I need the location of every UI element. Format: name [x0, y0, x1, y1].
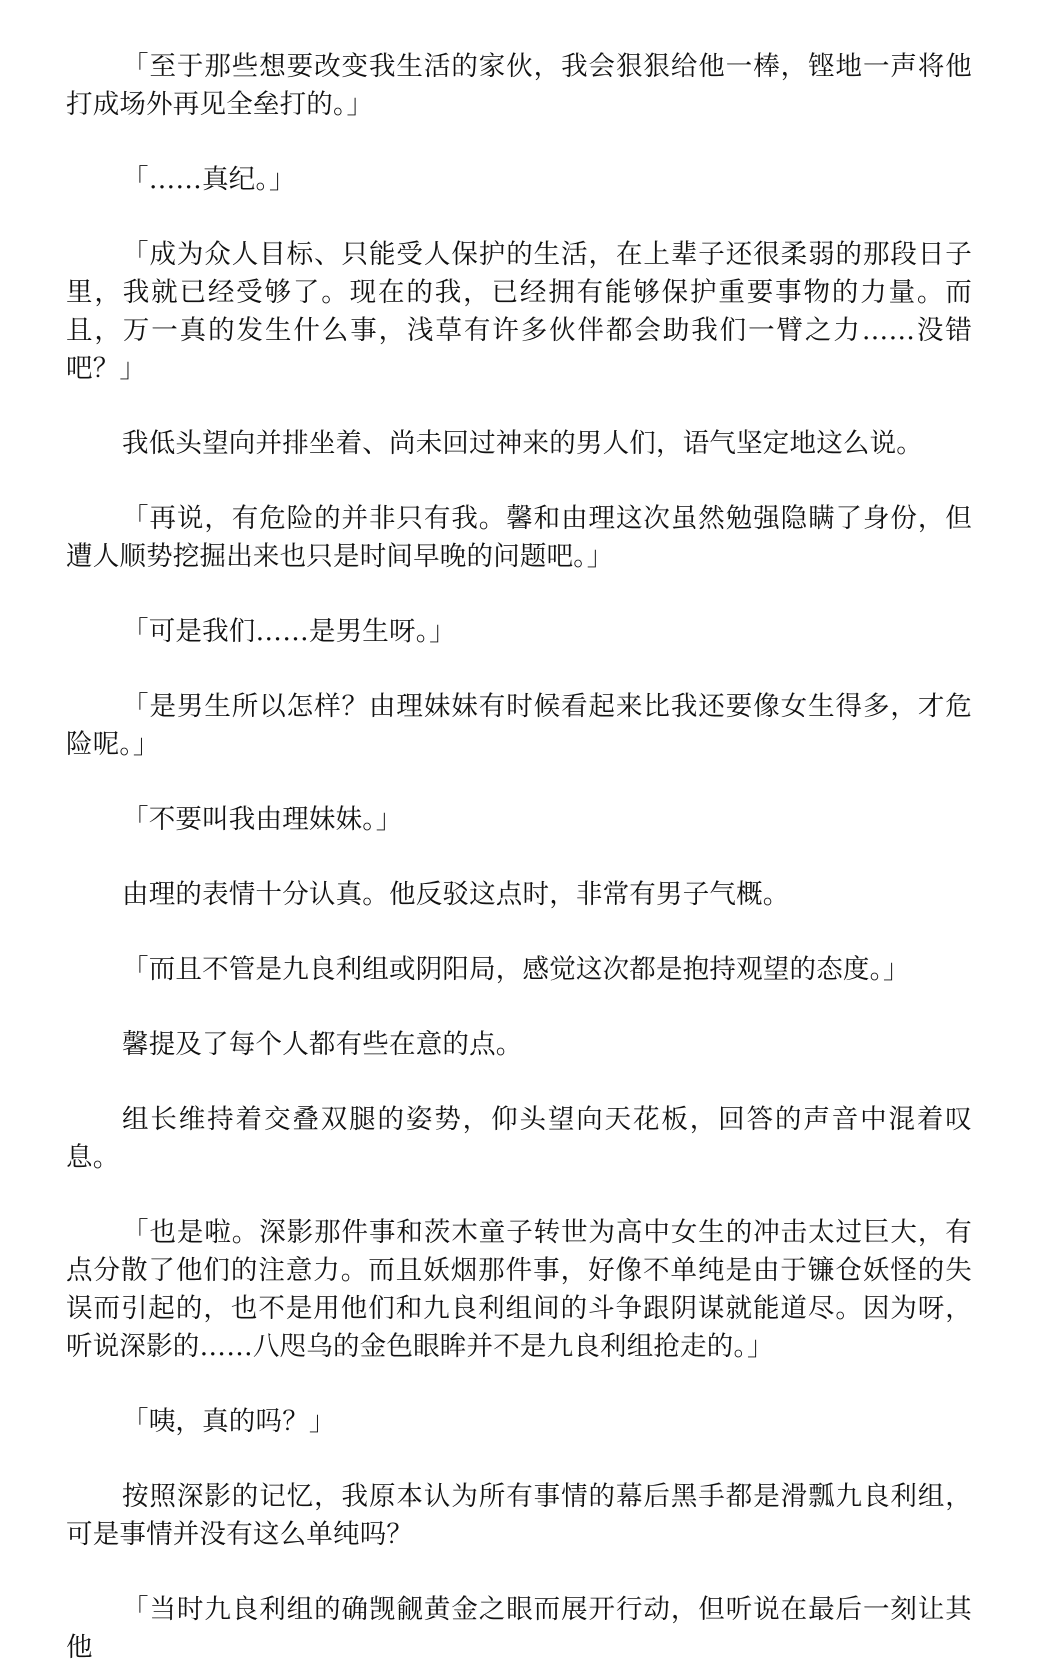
paragraph: 「不要叫我由理妹妹。」: [122, 804, 403, 835]
paragraph: 按照深影的记忆，我原本认为所有事情的幕后黑手都是滑瓢九良利组，可是事情并没有这么单纯吗？: [66, 1481, 972, 1550]
paragraph: 「是男生所以怎样？由理妹妹有时候看起来比我还要像女生得多，才危险呢。」: [66, 691, 972, 760]
paragraph: 「再说，有危险的并非只有我。馨和由理这次虽然勉强隐瞒了身份，但遭人顺势挖掘出来也只是时间早晚的问题吧。」: [66, 503, 972, 572]
paragraph: 「成为众人目标、只能受人保护的生活，在上辈子还很柔弱的那段日子里，我就已经受够了。现在的我，已经拥有能够保护重要事物的力量。而且，万一真的发生什么事，浅草有许多伙伴都会助我们一臂之力……没错吧？」: [66, 239, 972, 384]
paragraph: 「……真纪。」: [122, 164, 296, 195]
paragraph: 「当时九良利组的确觊觎黄金之眼而展开行动，但听说在最后一刻让其他: [66, 1594, 972, 1663]
paragraph: 馨提及了每个人都有些在意的点。: [122, 1029, 523, 1060]
paragraph: 「可是我们……是男生呀。」: [122, 616, 456, 647]
paragraph: 「咦，真的吗？」: [122, 1406, 336, 1437]
paragraph: 「而且不管是九良利组或阴阳局，感觉这次都是抱持观望的态度。」: [122, 954, 910, 985]
paragraph: 组长维持着交叠双腿的姿势，仰头望向天花板，回答的声音中混着叹息。: [66, 1104, 972, 1173]
paragraph: 「也是啦。深影那件事和茨木童子转世为高中女生的冲击太过巨大，有点分散了他们的注意力。而且妖烟那件事，好像不单纯是由于镰仓妖怪的失误而引起的，也不是用他们和九良利组间的斗争跟阴谋就能道尽。因为呀，听说深影的……八咫乌的金色眼眸并不是九良利组抢走的。」: [66, 1217, 972, 1362]
paragraph: 「至于那些想要改变我生活的家伙，我会狠狠给他一棒，铿地一声将他打成场外再见全垒打的。」: [66, 51, 972, 120]
paragraph: 由理的表情十分认真。他反驳这点时，非常有男子气概。: [122, 879, 790, 910]
paragraph: 我低头望向并排坐着、尚未回过神来的男人们，语气坚定地这么说。: [122, 428, 923, 459]
